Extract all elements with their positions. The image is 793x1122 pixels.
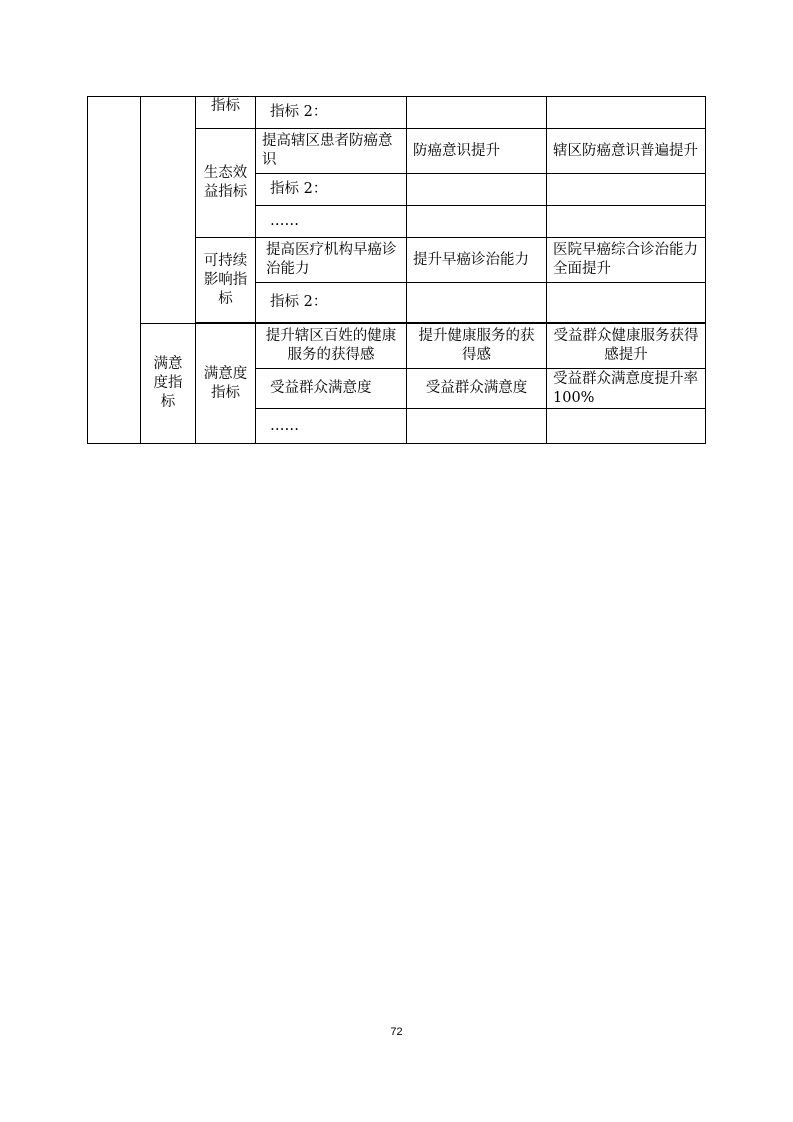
sub-indicator-cell: 指标 <box>196 97 256 129</box>
indicator-item-cell: 受益群众满意度 <box>256 369 407 409</box>
indicator-target-cell: 受益群众满意度提升率 100% <box>547 369 706 409</box>
table-row <box>88 97 706 129</box>
indicator-target-cell <box>547 283 706 323</box>
level2-cell <box>141 97 196 324</box>
indicator-target-cell: 受益群众健康服务获得感提升 <box>547 324 706 369</box>
indicator-value-cell: 防癌意识提升 <box>407 129 547 174</box>
ecological-benefit-cell: 生态效益指标 <box>196 129 256 238</box>
indicator-item-cell: …… <box>256 206 407 238</box>
indicator-target-cell <box>547 174 706 206</box>
indicator-value-cell <box>407 174 547 206</box>
indicator-item-cell: …… <box>256 409 407 444</box>
indicator-item-cell: 指标 2： <box>256 283 407 323</box>
table-row <box>88 324 706 369</box>
indicator-value-cell: 提升早癌诊治能力 <box>407 238 547 283</box>
indicator-item-cell: 提高辖区患者防癌意识 <box>256 129 407 174</box>
indicator-value-cell: 受益群众满意度 <box>407 369 547 409</box>
satisfaction-indicator-cell: 满意度指标 <box>196 324 256 444</box>
indicator-value-cell <box>407 409 547 444</box>
indicator-item-cell: 提高医疗机构早癌诊治能力 <box>256 238 407 283</box>
indicator-item-cell: 提升辖区百姓的健康服务的获得感 <box>256 324 407 369</box>
indicator-value-cell <box>407 283 547 323</box>
indicator-value-cell: 提升健康服务的获得感 <box>407 324 547 369</box>
indicator-value-cell <box>407 206 547 238</box>
indicator-value-cell <box>407 97 547 129</box>
page-number: 72 <box>390 1026 403 1038</box>
sustainable-impact-cell: 可持续影响指标 <box>196 238 256 323</box>
indicator-item-cell: 指标 2： <box>256 97 407 129</box>
indicator-target-cell <box>547 409 706 444</box>
performance-indicator-table <box>87 96 706 444</box>
satisfaction-category-cell: 满意度指标 <box>141 324 196 444</box>
level1-cell <box>88 97 141 444</box>
indicator-item-cell: 指标 2： <box>256 174 407 206</box>
indicator-target-cell <box>547 206 706 238</box>
indicator-target-cell: 医院早癌综合诊治能力全面提升 <box>547 238 706 283</box>
indicator-target-cell <box>547 97 706 129</box>
indicator-target-cell: 辖区防癌意识普遍提升 <box>547 129 706 174</box>
